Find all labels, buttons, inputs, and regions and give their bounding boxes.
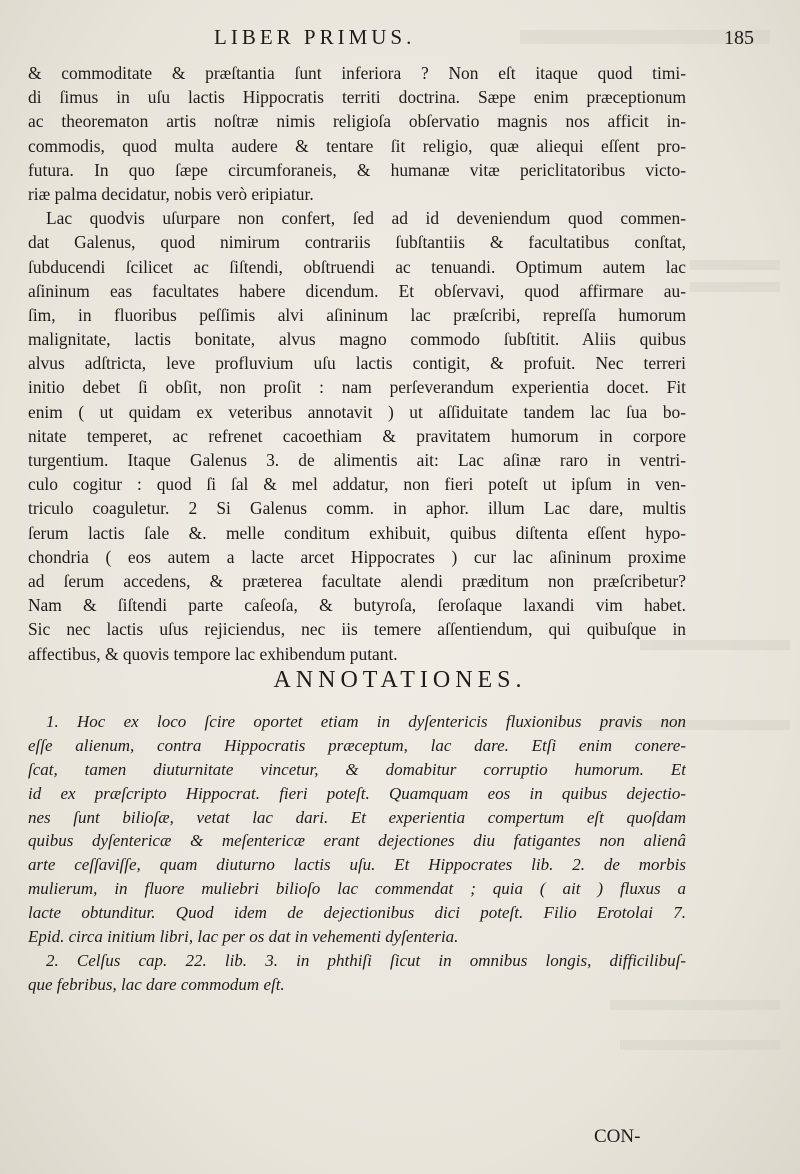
text-line: alvus adſtricta, leve profluvium uſu lactis contigit, & profuit. Nec terreri — [28, 353, 686, 374]
text-line: aſininum eas facultates habere dicendum. Et obſervavi, quod affirmare au- — [28, 280, 686, 301]
text-line: & commoditate & præſtantia ſunt inferiora ? Non eſt itaque quod timi- — [28, 63, 686, 83]
annotation-line: mulierum, in fluore muliebri bilioſo lac commendat ; quia ( ait ) fluxus a — [28, 879, 686, 899]
text-line: initio debet ſi obſit, non proſit : nam perſeverandum experientia docet. Fit — [28, 377, 686, 398]
page-header — [0, 22, 800, 52]
annotation-line: que febribus, lac dare commodum eſt. — [28, 974, 285, 994]
text-line: malignitate, lactis bonitate, alvus magno commodo ſubſtitit. Aliis quibus — [28, 329, 686, 350]
annotation-line: 2. Celſus cap. 22. lib. 3. in phthiſi ſicut in omnibus longis, difficilibuſ- — [46, 950, 686, 970]
text-line: futura. In quo ſæpe circumforaneis, & humanæ vitæ periclitatoribus victo- — [28, 159, 686, 180]
annotation-line: quibus dyſentericæ & meſentericæ erant dejectiones diu fatigantes non alienâ — [28, 831, 686, 851]
annotation-line: lacte obtunditur. Quod idem de dejectionibus dici poteſt. Filio Erotolai 7. — [28, 903, 686, 923]
section-heading: ANNOTATIONES. — [273, 667, 527, 693]
text-line: riæ palma decidatur, nobis verò eripiatur. — [28, 183, 314, 204]
annotation-line: nes ſunt bilioſæ, vetat lac dari. Et experientia compertum eſt quoſdam — [28, 807, 686, 827]
text-line: enim ( ut quidam ex veteribus annotavit ) ut aſſiduitate tandem lac ſua bo- — [28, 401, 686, 422]
text-line: ſim, in fluoribus peſſimis alvi aſininum lac præſcribi, repreſſa humorum — [28, 304, 686, 325]
text-line: nitate temperet, ac refrenet cacoethiam & pravitatem humorum in corpore — [28, 425, 686, 446]
text-line: triculo coaguletur. 2 Si Galenus comm. in aphor. illum Lac dare, multis — [28, 498, 686, 519]
text-line: chondria ( eos autem a lacte arcet Hippocrates ) cur lac aſininum proxime — [28, 546, 686, 567]
catchword: CON- — [594, 1126, 641, 1147]
text-line: culo cogitur : quod ſi ſal & mel addatur, non fieri poteſt ut ipſum in ven- — [28, 474, 686, 495]
page-number: 185 — [724, 27, 754, 49]
text-line: turgentium. Itaque Galenus 3. de alimentis ait: Lac aſinæ raro in ventri- — [28, 450, 686, 470]
main-text — [28, 61, 686, 666]
text-line: ſerum lactis ſale &. melle conditum exhibuit, quibus diſtenta eſſent hypo- — [28, 522, 686, 543]
annotations — [28, 710, 686, 997]
text-line: di ſimus in uſu lactis Hippocratis territi doctrina. Sæpe enim præceptionum — [28, 87, 686, 108]
text-line: Lac quodvis uſurpare non confert, ſed ad id deveniendum quod commen- — [46, 208, 686, 229]
annotation-line: ſcat, tamen diuturnitate vincetur, & domabitur corruptio humorum. Et — [28, 759, 686, 779]
text-line: ad ſerum accedens, & præterea facultate alendi præditum non præſcribetur? — [28, 570, 686, 591]
text-line: affectibus, & quovis tempore lac exhibendum putant. — [28, 643, 398, 664]
annotation-line: arte ceſſaviſſe, quam diuturno lactis uſu. Et Hippocrates lib. 2. de morbis — [28, 855, 686, 875]
text-line: ac theorematon artis noſtræ nimis religioſa obſervatio magnis nos afficit in- — [28, 111, 686, 132]
annotation-line: 1. Hoc ex loco ſcire oportet etiam in dyſentericis fluxionibus pravis non — [46, 712, 686, 731]
annotation-line: id ex præſcripto Hippocrat. fieri poteſt. Quamquam eos in quibus dejectio- — [28, 783, 686, 803]
annotation-line: eſſe alienum, contra Hippocratis præceptum, lac dare. Etſi enim conere- — [28, 735, 686, 755]
text-line: Sic nec lactis uſus rejiciendus, nec iis temere aſſentiendum, qui quibuſque in — [28, 619, 686, 640]
text-line: ſubducendi ſcilicet ac ſiſtendi, obſtruendi ac tenuandi. Optimum autem lac — [28, 256, 686, 277]
text-line: Nam & ſiſtendi parte caſeoſa, & butyroſa, ſeroſaque laxandi vim habet. — [28, 595, 686, 616]
text-line: commodis, quod multa audere & tentare ſit religio, quæ aliequi eſſent pro- — [28, 135, 686, 156]
text-line: dat Galenus, quod nimirum contrariis ſubſtantiis & facultatibus conſtat, — [28, 232, 686, 253]
running-head: LIBER PRIMUS. — [214, 25, 416, 49]
annotation-line: Epid. circa initium libri, lac per os dat in vehementi dyſenteria. — [28, 927, 459, 947]
